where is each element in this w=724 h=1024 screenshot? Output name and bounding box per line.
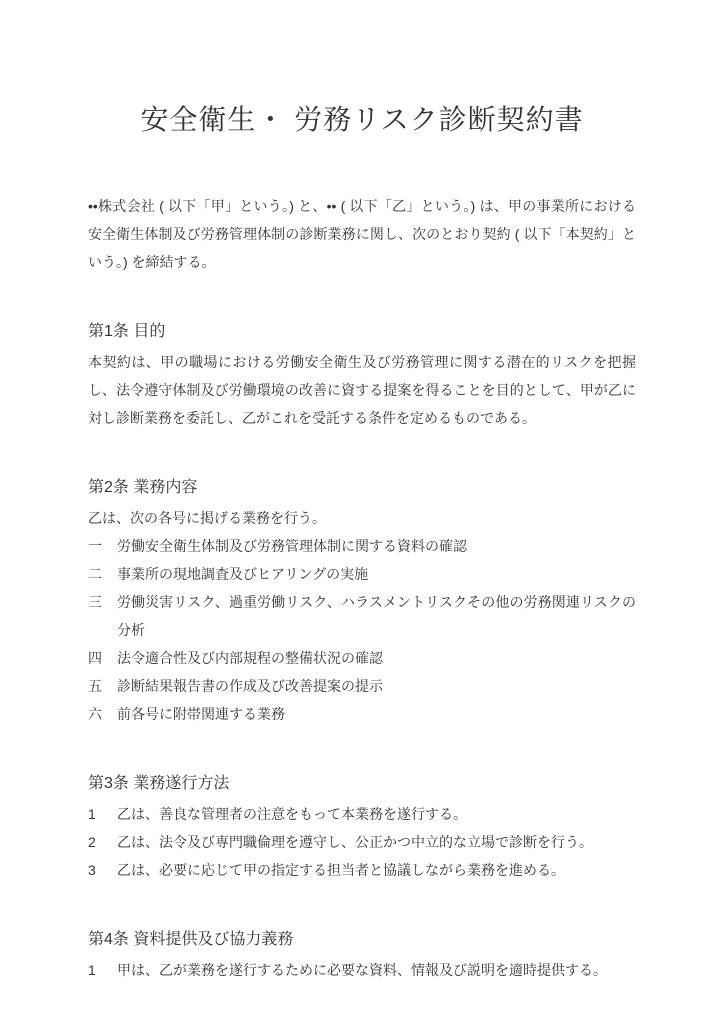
list-item-number: 1 (88, 806, 96, 822)
intro-paragraph: ••株式会社 ( 以下「甲」という。) と、•• ( 以下「乙」という。) は、甲の事業所における安全衛生体制及び労務管理体制の診断業務に関し、次のとおり契約 ( 以下「本契約」という。) を締結する。 (88, 198, 636, 270)
list-item-number: 二 (88, 566, 102, 582)
list-item-text: 労働災害リスク、過重労働リスク、ハラスメントリスクその他の労務関連リスクの分析 (117, 594, 636, 638)
list-item-text: 事業所の現地調査及びヒアリングの実施 (117, 566, 369, 582)
list-item-number: 三 (88, 594, 102, 610)
list-item-text: 甲は、乙が業務を遂行するために必要な資料、情報及び説明を適時提供する。 (117, 962, 607, 978)
list-item (88, 532, 636, 560)
list-item (88, 672, 636, 700)
document-title: 安全衛生・ 労務リスク診断契約書 (140, 104, 584, 135)
list-item (88, 700, 636, 728)
list-item (88, 856, 636, 884)
article-2-lead: 乙は、次の各号に掲げる業務を行う。 (88, 510, 326, 526)
article-4-heading: 第4条 資料提供及び協力義務 (88, 931, 294, 948)
list-item-text: 労働安全衛生体制及び労務管理体制に関する資料の確認 (117, 538, 467, 554)
list-item-number: 1 (88, 962, 96, 978)
list-item (88, 800, 636, 828)
section-article-1 (88, 320, 636, 432)
article-2-heading: 第2条 業務内容 (88, 479, 198, 496)
section-article-3 (88, 772, 636, 884)
list-item-text: 乙は、法令及び専門職倫理を遵守し、公正かつ中立的な立場で診断を行う。 (117, 834, 593, 850)
list-item-text: 乙は、善良な管理者の注意をもって本業務を遂行する。 (117, 806, 467, 822)
list-item (88, 828, 636, 856)
list-item-text: 法令適合性及び内部規程の整備状況の確認 (117, 650, 383, 666)
article-1-heading: 第1条 目的 (88, 323, 166, 340)
list-item-number: 一 (88, 538, 102, 554)
section-article-2 (88, 476, 636, 728)
section-article-4 (88, 928, 636, 984)
list-item-number: 五 (88, 678, 102, 694)
list-item-text: 前各号に附帯関連する業務 (117, 706, 285, 722)
list-item (88, 560, 636, 588)
list-item-number: 3 (88, 862, 96, 878)
list-item-number: 六 (88, 706, 102, 722)
list-item (88, 588, 636, 644)
list-item (88, 956, 636, 984)
article-1-body: 本契約は、甲の職場における労働安全衛生及び労務管理に関する潜在的リスクを把握し、法令遵守体制及び労働環境の改善に資する提案を得ることを目的として、甲が乙に対し診断業務を委託し、乙がこれを受託する条件を定めるものである。 (88, 354, 636, 426)
list-item-number: 四 (88, 650, 102, 666)
list-item-text: 乙は、必要に応じて甲の指定する担当者と協議しながら業務を進める。 (117, 862, 565, 878)
list-item-number: 2 (88, 834, 96, 850)
article-3-heading: 第3条 業務遂行方法 (88, 775, 230, 792)
list-item (88, 644, 636, 672)
list-item-text: 診断結果報告書の作成及び改善提案の提示 (117, 678, 383, 694)
